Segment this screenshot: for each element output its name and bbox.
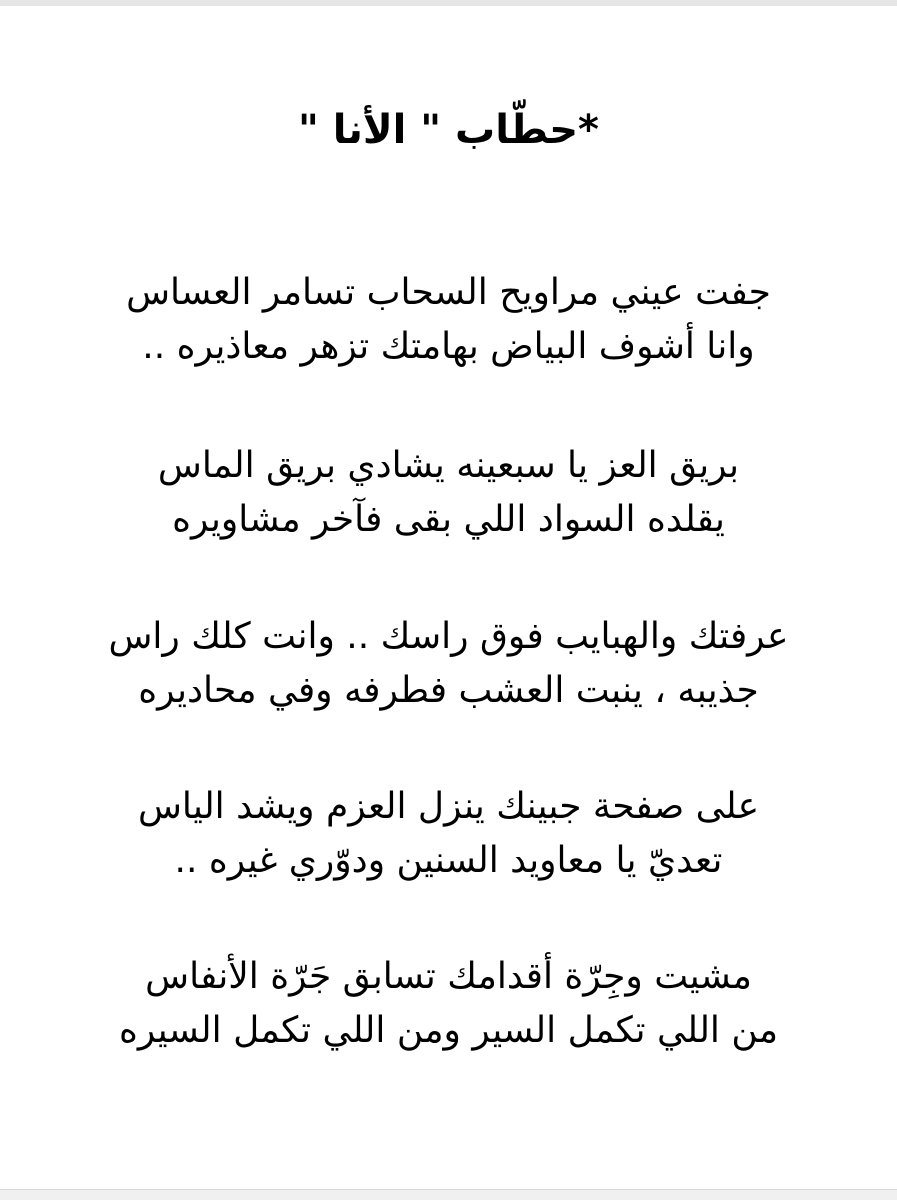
verse-line: جفت عيني مراويح السحاب تسامر العساس [126,272,771,313]
stanza-2 [0,439,897,547]
verse-line: بريق العز يا سبعينه يشادي بريق الماس [157,445,740,486]
verse-line: عرفتك والهبايب فوق راسك .. وانت كلك راس [108,616,789,657]
stanza-4 [0,780,897,888]
verse-line: مشيت وجِرّة أقدامك تسابق جَرّة الأنفاس [145,956,752,997]
stanza-3 [0,610,897,718]
verse-line: جذيبه ، ينبت العشب فطرفه وفي محاديره [138,670,759,711]
bottom-edge-divider [0,1189,897,1200]
verse-line: تعديّ يا معاويد السنين ودوّري غيره .. [174,840,723,881]
verse-line: على صفحة جبينك ينزل العزم ويشد الياس [137,786,760,827]
verse-line: يقلده السواد اللي بقى فآخر مشاويره [172,499,725,540]
poem-title: *حطّاب " الأنا " [298,107,599,153]
stanza-5 [0,950,897,1058]
stanza-1 [0,266,897,374]
verse-line: من اللي تكمل السير ومن اللي تكمل السيره [118,1010,779,1051]
verse-line: وانا أشوف البياض بهامتك تزهر معاذيره .. [142,326,755,367]
